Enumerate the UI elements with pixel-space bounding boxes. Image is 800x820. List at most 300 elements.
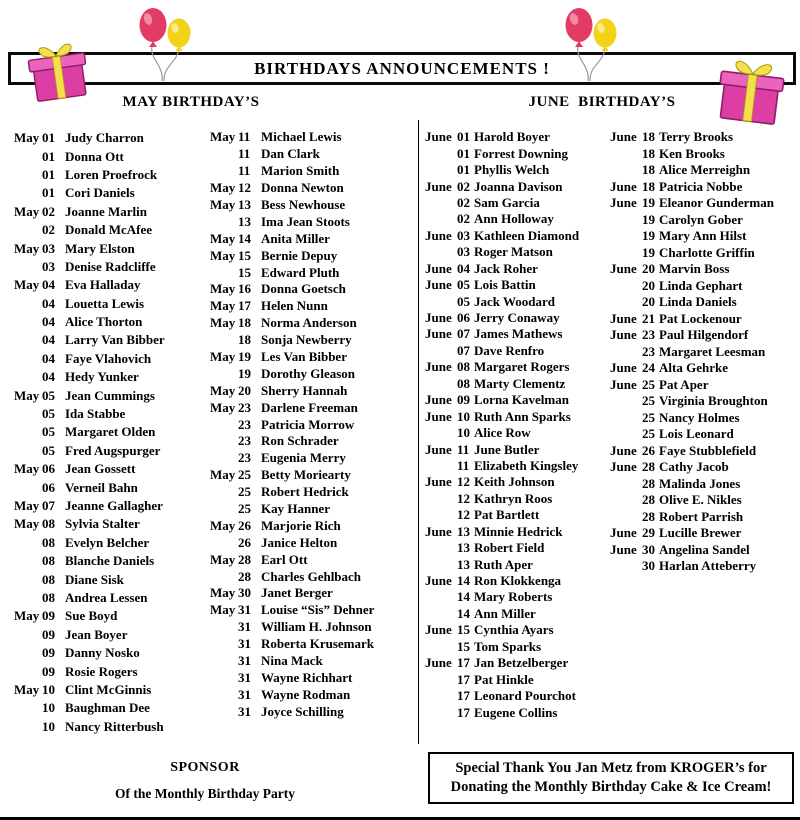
person-name: Pat Lockenour (659, 310, 742, 326)
person-name: Rosie Rogers (65, 663, 138, 679)
birthday-entry (14, 405, 165, 423)
month-label: June (425, 227, 452, 243)
month-label: May (210, 349, 236, 365)
day-number: 14 (457, 589, 470, 605)
month-label: June (610, 178, 637, 194)
birthday-entry (210, 264, 374, 281)
month-label: June (610, 129, 637, 145)
person-name: Robert Hedrick (261, 484, 349, 500)
month-label: May (14, 681, 40, 697)
day-number: 14 (238, 230, 251, 246)
birthday-entry (610, 360, 774, 377)
day-number: 08 (42, 534, 55, 550)
day-number: 14 (457, 573, 470, 589)
day-number: 03 (42, 258, 55, 274)
month-label: June (610, 360, 637, 376)
person-name: Donna Goetsch (261, 281, 346, 297)
month-label: May (210, 585, 236, 601)
day-number: 12 (457, 507, 470, 523)
person-name: Ken Brooks (659, 145, 725, 161)
birthday-entry (210, 230, 374, 247)
gift-icon (706, 52, 794, 132)
day-number: 25 (642, 376, 655, 392)
person-name: Fred Augspurger (65, 442, 161, 458)
day-number: 17 (457, 655, 470, 671)
person-name: Sue Boyd (65, 608, 118, 624)
birthday-entry (425, 195, 579, 211)
birthday-entry (14, 460, 165, 478)
birthday-entry (14, 423, 165, 441)
month-label: May (210, 517, 236, 533)
birthday-entry (14, 368, 165, 386)
person-name: Marjorie Rich (261, 517, 341, 533)
person-name: Joyce Schilling (261, 703, 344, 719)
person-name: Jean Gossett (65, 461, 136, 477)
birthday-entry (425, 261, 579, 277)
person-name: Tom Sparks (474, 638, 542, 654)
month-label: May (210, 281, 236, 297)
birthday-entry (425, 639, 579, 655)
month-label: May (14, 608, 40, 624)
birthday-entry (425, 162, 579, 178)
month-label: June (425, 359, 452, 375)
birthday-entry (14, 534, 165, 552)
birthday-entry (210, 433, 374, 450)
month-label: May (14, 203, 40, 219)
month-label: May (210, 315, 236, 331)
birthday-entry (210, 450, 374, 467)
day-number: 12 (238, 180, 251, 196)
birthday-entry (14, 681, 165, 699)
day-number: 03 (457, 244, 470, 260)
birthday-entry (14, 699, 165, 717)
month-label: June (425, 474, 452, 490)
person-name: Mary Elston (65, 240, 135, 256)
person-name: Bess Newhouse (261, 197, 346, 212)
birthday-entry (425, 326, 579, 342)
person-name: Pat Bartlett (474, 507, 540, 523)
person-name: Ima Jean Stoots (261, 213, 350, 229)
month-label: June (425, 408, 452, 424)
person-name: Patricia Morrow (261, 416, 355, 432)
day-number: 19 (238, 365, 251, 381)
person-name: Clint McGinnis (65, 681, 152, 697)
birthday-entry (610, 146, 774, 163)
person-name: Margaret Leesman (659, 343, 766, 359)
birthday-entry (425, 556, 579, 572)
person-name: Linda Gephart (659, 277, 743, 293)
birthday-entry (210, 146, 374, 163)
day-number: 04 (42, 314, 55, 330)
month-label: June (425, 260, 452, 276)
person-name: Lois Leonard (659, 426, 734, 442)
person-name: Alice Row (474, 425, 531, 441)
month-label: May (210, 382, 236, 398)
day-number: 04 (42, 295, 55, 311)
day-number: 13 (457, 523, 470, 539)
month-label: June (425, 655, 452, 671)
day-number: 17 (457, 704, 470, 720)
may-list-column-2 (210, 129, 374, 720)
person-name: Ruth Ann Sparks (474, 408, 571, 424)
day-number: 17 (457, 671, 470, 687)
day-number: 08 (42, 516, 55, 532)
person-name: Bernie Depuy (261, 247, 338, 263)
birthday-entry (14, 166, 165, 184)
day-number: 20 (642, 261, 655, 277)
birthday-entry (14, 221, 165, 239)
birthday-entry (210, 653, 374, 670)
day-number: 04 (42, 350, 55, 366)
day-number: 10 (457, 408, 470, 424)
birthday-entry (425, 178, 579, 194)
birthday-entry (610, 377, 774, 394)
birthday-entry (610, 509, 774, 526)
month-label: June (425, 523, 452, 539)
person-name: Loren Proefrock (65, 166, 158, 182)
person-name: Paul Hilgendorf (659, 327, 749, 343)
birthday-entry (210, 382, 374, 399)
person-name: Roger Matson (474, 244, 553, 260)
birthday-entry (610, 393, 774, 410)
day-number: 11 (457, 441, 470, 457)
birthday-entry (210, 670, 374, 687)
birthday-entry (14, 552, 165, 570)
birthday-entry (610, 162, 774, 179)
day-number: 23 (238, 450, 251, 466)
day-number: 01 (42, 166, 55, 182)
person-name: Margaret Rogers (474, 359, 570, 375)
person-name: Ruth Aper (474, 556, 533, 572)
sponsor-title: SPONSOR (170, 760, 240, 775)
birthday-entry (210, 349, 374, 366)
birthday-entry (610, 525, 774, 542)
day-number: 01 (457, 162, 470, 178)
day-number: 07 (457, 342, 470, 358)
birthday-entry (210, 332, 374, 349)
day-number: 31 (238, 619, 251, 635)
day-number: 28 (642, 475, 655, 491)
birthday-entry (425, 392, 579, 408)
birthday-entry (610, 311, 774, 328)
day-number: 15 (238, 247, 251, 263)
birthday-entry (210, 686, 374, 703)
person-name: Marty Clementz (474, 375, 566, 391)
birthday-entry (425, 524, 579, 540)
person-name: Louise “Sis” Dehner (261, 602, 375, 618)
person-name: Sonja Newberry (261, 332, 352, 348)
month-label: May (14, 498, 40, 513)
person-name: Alice Thorton (65, 314, 143, 330)
birthday-entry (210, 180, 374, 197)
day-number: 23 (642, 343, 655, 359)
day-number: 31 (238, 686, 251, 702)
day-number: 01 (42, 130, 55, 146)
month-label: May (14, 240, 40, 256)
person-name: Carolyn Gober (659, 211, 743, 227)
day-number: 28 (238, 568, 251, 584)
month-label: June (610, 376, 637, 392)
day-number: 21 (642, 310, 655, 326)
person-name: Alta Gehrke (659, 360, 728, 376)
day-number: 04 (457, 260, 470, 276)
birthday-entry (210, 568, 374, 585)
day-number: 03 (42, 240, 55, 256)
day-number: 13 (238, 197, 251, 212)
birthday-entry (610, 179, 774, 196)
day-number: 20 (642, 277, 655, 293)
person-name: Lois Battin (474, 277, 536, 293)
birthday-entry (425, 211, 579, 227)
person-name: Anita Miller (261, 230, 330, 246)
person-name: Ann Holloway (474, 211, 554, 227)
person-name: Verneil Bahn (65, 479, 138, 495)
person-name: Phyllis Welch (474, 162, 550, 178)
day-number: 16 (238, 281, 251, 297)
day-number: 08 (42, 589, 55, 605)
birthday-entry (14, 313, 165, 331)
birthday-entry (14, 239, 165, 257)
day-number: 23 (642, 327, 655, 343)
day-number: 11 (238, 146, 251, 162)
birthday-entry (425, 474, 579, 490)
day-number: 01 (42, 185, 55, 201)
person-name: Mary Roberts (474, 589, 553, 605)
birthday-entry (14, 147, 165, 165)
birthday-entry (210, 602, 374, 619)
month-label: May (210, 197, 236, 212)
day-number: 25 (238, 484, 251, 500)
day-number: 28 (642, 459, 655, 475)
birthday-entry (610, 245, 774, 262)
month-label: May (14, 461, 40, 477)
month-label: May (14, 277, 40, 293)
day-number: 06 (457, 310, 470, 326)
may-section-header: MAY BIRTHDAY’S (122, 94, 260, 110)
month-label: June (610, 525, 637, 541)
person-name: Kathryn Roos (474, 490, 553, 506)
birthday-entry (425, 688, 579, 704)
birthday-entry (210, 703, 374, 720)
birthday-entry (610, 195, 774, 212)
birthday-entry (425, 655, 579, 671)
day-number: 10 (42, 681, 55, 697)
birthday-entry (610, 294, 774, 311)
day-number: 25 (642, 409, 655, 425)
birthday-entry (610, 228, 774, 245)
person-name: Sherry Hannah (261, 382, 348, 398)
day-number: 19 (238, 349, 251, 365)
person-name: Keith Johnson (474, 474, 555, 490)
birthday-entry (14, 570, 165, 588)
person-name: Andrea Lessen (65, 589, 148, 605)
day-number: 09 (42, 645, 55, 661)
person-name: Jack Roher (474, 260, 538, 276)
person-name: Betty Moriearty (261, 467, 351, 483)
person-name: Sylvia Stalter (65, 516, 140, 532)
month-label: May (210, 399, 236, 415)
day-number: 31 (238, 636, 251, 652)
day-number: 19 (642, 244, 655, 260)
birthday-entry (210, 484, 374, 501)
person-name: Marvin Boss (659, 261, 730, 277)
birthday-entry (210, 281, 374, 298)
birthday-entry (14, 331, 165, 349)
person-name: Kathleen Diamond (474, 227, 580, 243)
thank-you-line-1: Special Thank You Jan Metz from KROGER’s for (455, 760, 767, 776)
birthday-entry (610, 558, 774, 575)
birthday-entry (610, 410, 774, 427)
person-name: Leonard Pourchot (474, 688, 576, 704)
month-label: May (210, 467, 236, 483)
person-name: Mary Ann Hilst (659, 228, 747, 244)
month-label: June (610, 442, 637, 458)
birthday-entry (14, 662, 165, 680)
birthday-entry (610, 261, 774, 278)
day-number: 28 (238, 551, 251, 567)
birthday-entry (210, 467, 374, 484)
day-number: 01 (457, 129, 470, 145)
day-number: 09 (42, 626, 55, 642)
day-number: 17 (457, 688, 470, 704)
birthday-entry (610, 459, 774, 476)
birthday-entry (425, 293, 579, 309)
month-label: June (425, 441, 452, 457)
month-label: June (610, 459, 637, 475)
person-name: Michael Lewis (261, 129, 342, 145)
day-number: 07 (457, 326, 470, 342)
birthday-entry (425, 458, 579, 474)
day-number: 19 (642, 211, 655, 227)
birthday-entry (210, 636, 374, 653)
day-number: 11 (457, 457, 470, 473)
birthday-entry (425, 540, 579, 556)
day-number: 30 (238, 585, 251, 601)
person-name: Harold Boyer (474, 129, 550, 145)
day-number: 29 (642, 525, 655, 541)
person-name: Elizabeth Kingsley (474, 457, 579, 473)
person-name: William H. Johnson (261, 619, 372, 635)
day-number: 11 (238, 129, 251, 145)
day-number: 31 (238, 669, 251, 685)
person-name: Blanche Daniels (65, 553, 155, 569)
birthday-entry (610, 327, 774, 344)
person-name: Louetta Lewis (65, 295, 145, 311)
day-number: 17 (238, 298, 251, 314)
month-label: May (210, 129, 236, 145)
birthday-entry (14, 515, 165, 533)
birthday-entry (210, 213, 374, 230)
birthday-entry (210, 197, 374, 214)
day-number: 04 (42, 277, 55, 293)
day-number: 04 (42, 332, 55, 348)
person-name: Eugenia Merry (261, 450, 346, 466)
day-number: 02 (42, 203, 55, 219)
birthday-entry (425, 244, 579, 260)
month-label: May (210, 298, 236, 314)
person-name: Evelyn Belcher (65, 534, 150, 550)
person-name: Robert Parrish (659, 508, 744, 524)
day-number: 12 (457, 490, 470, 506)
day-number: 13 (238, 213, 251, 229)
month-label: June (425, 622, 452, 638)
day-number: 01 (457, 145, 470, 161)
birthday-entry (425, 441, 579, 457)
person-name: Wayne Richhart (261, 669, 353, 685)
day-number: 31 (238, 653, 251, 669)
birthday-entry (210, 619, 374, 636)
birthday-entry (14, 276, 165, 294)
day-number: 07 (42, 498, 55, 513)
birthday-entry (610, 443, 774, 460)
person-name: Eugene Collins (474, 704, 558, 720)
person-name: Jeanne Gallagher (65, 498, 163, 513)
birthday-entry (210, 517, 374, 534)
birthday-entry (210, 585, 374, 602)
person-name: Jean Cummings (65, 387, 155, 403)
birthday-entry (210, 399, 374, 416)
person-name: Donald McAfee (65, 222, 153, 238)
person-name: Diane Sisk (65, 571, 124, 587)
person-name: Dave Renfro (474, 342, 545, 358)
day-number: 23 (238, 433, 251, 449)
day-number: 06 (42, 461, 55, 477)
person-name: Olive E. Nikles (659, 492, 742, 508)
day-number: 26 (642, 442, 655, 458)
person-name: Robert Field (474, 540, 545, 556)
birthday-entry (210, 365, 374, 382)
day-number: 14 (457, 605, 470, 621)
birthday-entry (210, 551, 374, 568)
section-divider (418, 120, 419, 744)
person-name: Judy Charron (65, 130, 144, 146)
month-label: May (210, 602, 236, 618)
day-number: 04 (42, 369, 55, 385)
day-number: 02 (457, 194, 470, 210)
person-name: Darlene Freeman (261, 399, 358, 415)
day-number: 08 (457, 359, 470, 375)
birthday-entry (14, 295, 165, 313)
birthday-entry (210, 163, 374, 180)
day-number: 01 (42, 148, 55, 164)
day-number: 02 (42, 222, 55, 238)
person-name: Wayne Rodman (261, 686, 351, 702)
thank-you-box (428, 752, 794, 804)
person-name: Ida Stabbe (65, 406, 126, 422)
day-number: 05 (42, 442, 55, 458)
birthday-entry (14, 644, 165, 662)
birthday-entry (210, 129, 374, 146)
day-number: 03 (457, 227, 470, 243)
person-name: Jack Woodard (474, 293, 556, 309)
day-number: 08 (42, 553, 55, 569)
person-name: Edward Pluth (261, 264, 340, 280)
person-name: Nina Mack (261, 653, 323, 669)
birthday-entry (425, 376, 579, 392)
person-name: Faye Stubblefield (659, 442, 757, 458)
day-number: 15 (238, 264, 251, 280)
birthday-entry (210, 247, 374, 264)
birthday-entry (425, 228, 579, 244)
month-label: June (425, 129, 452, 145)
person-name: Ron Klokkenga (474, 573, 562, 589)
day-number: 23 (238, 416, 251, 432)
birthday-entry (210, 501, 374, 518)
day-number: 09 (457, 392, 470, 408)
person-name: Roberta Krusemark (261, 636, 375, 652)
person-name: Ron Schrader (261, 433, 339, 449)
month-label: June (425, 277, 452, 293)
